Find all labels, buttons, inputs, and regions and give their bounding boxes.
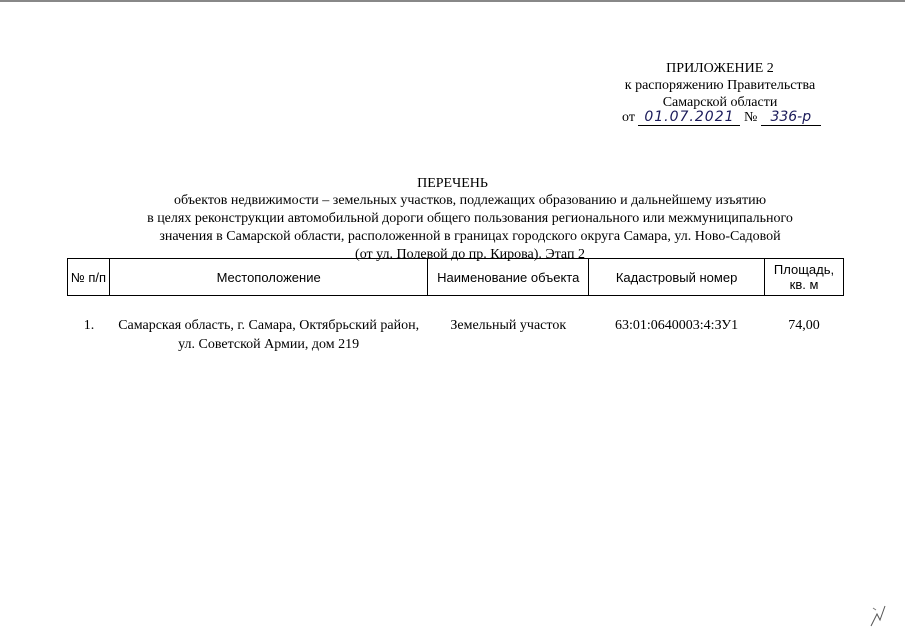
handwritten-number: 336-р	[761, 109, 821, 126]
appendix-title: ПРИЛОЖЕНИЕ 2	[666, 61, 774, 76]
document-description	[100, 192, 840, 264]
row-area: 74,00	[788, 318, 820, 333]
row-location: Самарская область, г. Самара, Октябрьский район, ул. Советской Армии, дом 219	[118, 318, 420, 352]
document-title: ПЕРЕЧЕНЬ	[417, 176, 488, 191]
description-line: в целях реконструкции автомобильной дороги общего пользования регионального или межмуниципального	[147, 211, 793, 226]
scan-top-edge	[0, 0, 905, 2]
table-header-row	[68, 259, 844, 296]
description-line: значения в Самарской области, расположенной в границах городского округа Самара, ул. Ново-Садовой	[159, 229, 781, 244]
header-number: № п/п	[68, 259, 110, 296]
row-cadastral-number: 63:01:0640003:4:ЗУ1	[615, 318, 739, 333]
appendix-block	[600, 60, 840, 111]
description-line: объектов недвижимости – земельных участков, подлежащих образованию и дальнейшему изъятию	[173, 193, 767, 208]
date-number-line	[622, 109, 821, 126]
number-sign: №	[743, 110, 758, 125]
date-prefix: от	[622, 110, 635, 125]
row-object-name: Земельный участок	[450, 318, 567, 333]
handwritten-date: 01.07.2021	[638, 109, 740, 126]
appendix-line-2: к распоряжению Правительства	[624, 78, 816, 93]
header-area: Площадь, кв. м	[765, 259, 844, 296]
description-line: (от ул. Полевой до пр. Кирова). Этап 2	[355, 247, 585, 262]
header-location: Местоположение	[109, 259, 427, 296]
objects-table	[67, 258, 844, 355]
header-object-name: Наименование объекта	[428, 259, 589, 296]
header-cadastral-number: Кадастровый номер	[589, 259, 765, 296]
corner-scribble-mark	[867, 600, 891, 630]
appendix-line-3: Самарской области	[662, 95, 778, 110]
table-row	[68, 296, 844, 356]
row-number: 1.	[83, 318, 95, 333]
